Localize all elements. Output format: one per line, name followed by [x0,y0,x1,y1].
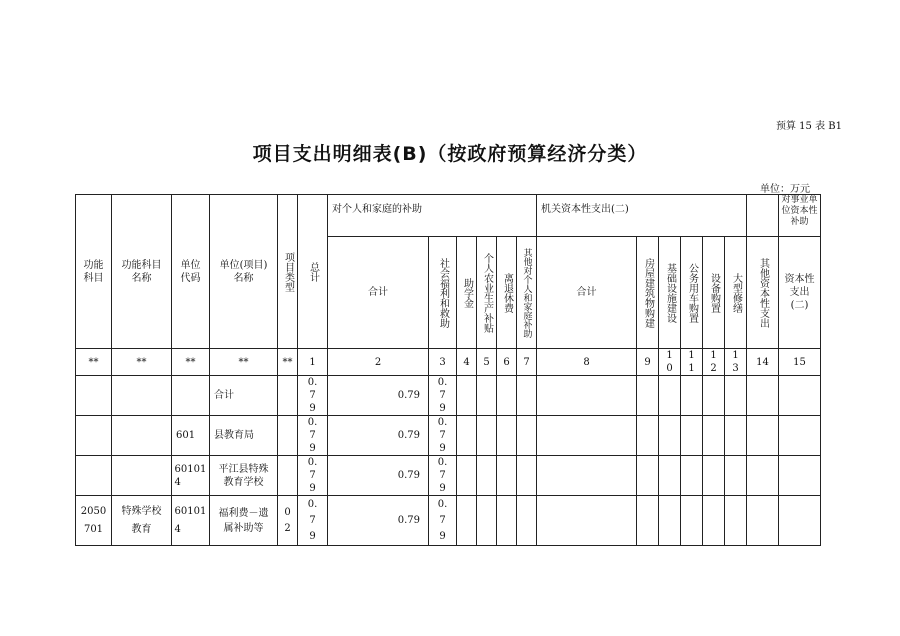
row-total: 0.79 [298,376,328,416]
header-project-type: 项目类型 [278,195,298,349]
row-welfare: 0.79 [429,416,457,456]
index-cell: 14 [747,349,779,376]
index-cell: 12 [703,349,725,376]
row-total: 0.79 [298,456,328,496]
table-row [76,496,821,546]
index-cell: 4 [457,349,477,376]
index-cell: ** [112,349,172,376]
row-type: 02 [278,496,298,546]
header-equipment: 设备购置 [703,237,725,349]
index-cell: 11 [681,349,703,376]
header-group-org-capital: 机关资本性支出(二) [537,195,747,237]
form-code: 预算 15 表 B1 [776,121,842,132]
row-name: 县教育局 [210,416,278,456]
index-cell: 13 [725,349,747,376]
header-unit-code: 单位代码 [172,195,210,349]
index-cell: ** [210,349,278,376]
header-func-subject: 功能科目 [76,195,112,349]
index-cell: 3 [429,349,457,376]
index-cell: 6 [497,349,517,376]
index-cell: ** [76,349,112,376]
header-unit-name: 单位(项目)名称 [210,195,278,349]
header-subtotal: 合计 [328,237,429,349]
row-func-name: 特殊学校教育 [112,496,172,546]
header-repair: 大型修缮 [725,237,747,349]
row-code: 601 [172,416,210,456]
table-row [76,376,821,416]
header-other-personal: 其他对个人和家庭补助 [517,237,537,349]
row-func: 2050701 [76,496,112,546]
index-row [76,349,821,376]
row-welfare: 0.79 [429,376,457,416]
page-title: 项目支出明细表(B)（按政府预算经济分类） [252,143,648,165]
header-row-group [76,195,821,237]
table-row [76,416,821,456]
index-cell: 15 [779,349,821,376]
row-welfare: 0.79 [429,456,457,496]
table-row [76,456,821,496]
row-code: 601014 [172,456,210,496]
header-infrastructure: 基础设施建设 [659,237,681,349]
index-cell: 2 [328,349,429,376]
header-subtotal2: 合计 [537,237,637,349]
header-func-subject-name: 功能科目名称 [112,195,172,349]
budget-table [75,194,821,546]
header-welfare: 社会福利和救助 [429,237,457,349]
unit-label: 单位：万元 [760,184,810,195]
index-cell: ** [172,349,210,376]
index-cell: 1 [298,349,328,376]
row-subtotal: 0.79 [328,376,429,416]
row-subtotal: 0.79 [328,456,429,496]
row-total: 0.79 [298,496,328,546]
row-subtotal: 0.79 [328,416,429,456]
index-cell: 9 [637,349,659,376]
header-building: 房屋建筑物购建 [637,237,659,349]
header-total: 总计 [298,195,328,349]
row-name: 福利费－遗属补助等 [210,496,278,546]
index-cell: 7 [517,349,537,376]
row-subtotal: 0.79 [328,496,429,546]
row-welfare: 0.79 [429,496,457,546]
index-cell: ** [278,349,298,376]
header-scholarship: 助学金 [457,237,477,349]
index-cell: 8 [537,349,637,376]
header-capital-subsidy: 资本性支出(二) [779,237,821,349]
header-vehicle: 公务用车购置 [681,237,703,349]
header-group-personal: 对个人和家庭的补助 [328,195,537,237]
row-total: 0.79 [298,416,328,456]
row-name: 合计 [210,376,278,416]
index-cell: 5 [477,349,497,376]
row-code: 601014 [172,496,210,546]
header-group-enterprise: 对事业单位资本性补助 [779,195,821,237]
header-other-capital: 其他资本性支出 [747,237,779,349]
row-name: 平江县特殊教育学校 [210,456,278,496]
header-retire: 离退休费 [497,237,517,349]
header-agri-subsidy: 个人农业生产补贴 [477,237,497,349]
index-cell: 10 [659,349,681,376]
